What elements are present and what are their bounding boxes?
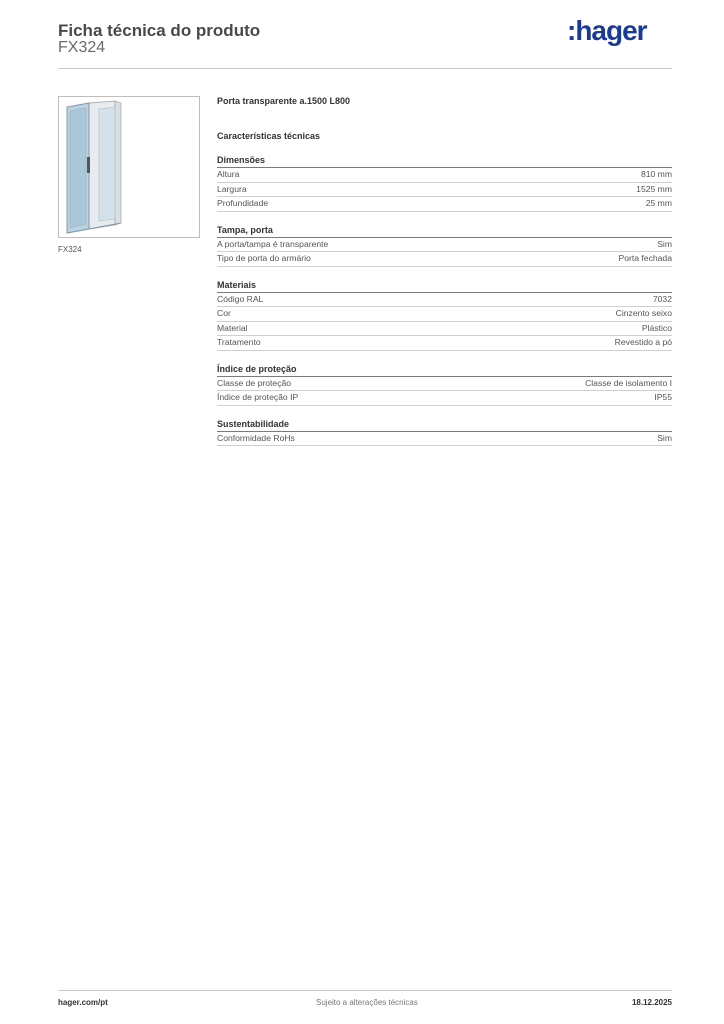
spec-row xyxy=(217,377,672,392)
spec-value: Porta fechada xyxy=(618,253,672,263)
spec-row xyxy=(217,197,672,212)
spec-row xyxy=(217,293,672,308)
spec-value: IP55 xyxy=(654,392,672,402)
spec-label: A porta/tampa é transparente xyxy=(217,238,329,249)
spec-row xyxy=(217,432,672,447)
spec-row xyxy=(217,252,672,267)
spec-value: Sim xyxy=(657,238,672,249)
section-title: Tampa, porta xyxy=(217,224,672,238)
footer-divider xyxy=(58,990,672,991)
footer-date: 18.12.2025 xyxy=(631,998,672,1007)
spec-label: Tratamento xyxy=(217,337,261,347)
spec-value: 7032 xyxy=(652,293,672,304)
spec-row xyxy=(217,183,672,198)
spec-value: Revestido a pó xyxy=(614,337,672,347)
spec-value: 810 mm xyxy=(640,169,672,179)
spec-label: Tipo de porta do armário xyxy=(217,253,311,263)
header-divider xyxy=(58,68,672,69)
section-sustentabilidade xyxy=(217,418,672,447)
spec-value: Plástico xyxy=(641,322,672,333)
section-title: Materiais xyxy=(217,279,672,293)
section-indice-protecao xyxy=(217,363,672,406)
image-caption: FX324 xyxy=(58,245,82,254)
spec-row xyxy=(217,322,672,337)
spec-label: Altura xyxy=(217,169,240,179)
product-code: FX324 xyxy=(58,39,106,56)
spec-row xyxy=(217,168,672,183)
spec-label: Cor xyxy=(217,308,231,318)
section-tampa-porta xyxy=(217,224,672,267)
door-illustration xyxy=(59,97,199,237)
logo-text: hager xyxy=(575,15,647,46)
section-title: Índice de proteção xyxy=(217,363,672,377)
spec-label: Material xyxy=(217,322,248,333)
specs-heading: Características técnicas xyxy=(217,131,321,141)
spec-label: Largura xyxy=(217,183,247,194)
spec-value: Sim xyxy=(657,432,672,443)
spec-value: Classe de isolamento I xyxy=(585,377,672,388)
spec-label: Índice de proteção IP xyxy=(217,392,299,402)
section-title: Sustentabilidade xyxy=(217,418,672,432)
product-image xyxy=(58,96,200,238)
hager-logo: :hager xyxy=(567,15,647,46)
footer-website-link[interactable]: hager.com/pt xyxy=(58,998,108,1007)
spec-label: Classe de proteção xyxy=(217,377,292,388)
section-materiais xyxy=(217,279,672,351)
spec-value: 1525 mm xyxy=(636,183,672,194)
section-title: Dimensões xyxy=(217,154,672,168)
footer-note: Sujeito a alterações técnicas xyxy=(316,998,418,1007)
spec-value: 25 mm xyxy=(645,198,672,208)
spec-row xyxy=(217,336,672,351)
spec-label: Código RAL xyxy=(217,293,264,304)
spec-value: Cinzento seixo xyxy=(615,308,672,318)
page-title: Ficha técnica do produto xyxy=(58,21,261,40)
spec-row xyxy=(217,307,672,322)
spec-row xyxy=(217,391,672,406)
spec-label: Profundidade xyxy=(217,198,269,208)
spec-content xyxy=(217,96,672,446)
spec-label: Conformidade RoHs xyxy=(217,432,295,443)
product-title: Porta transparente a.1500 L800 xyxy=(217,96,351,106)
spec-row xyxy=(217,238,672,253)
section-dimensoes xyxy=(217,154,672,212)
